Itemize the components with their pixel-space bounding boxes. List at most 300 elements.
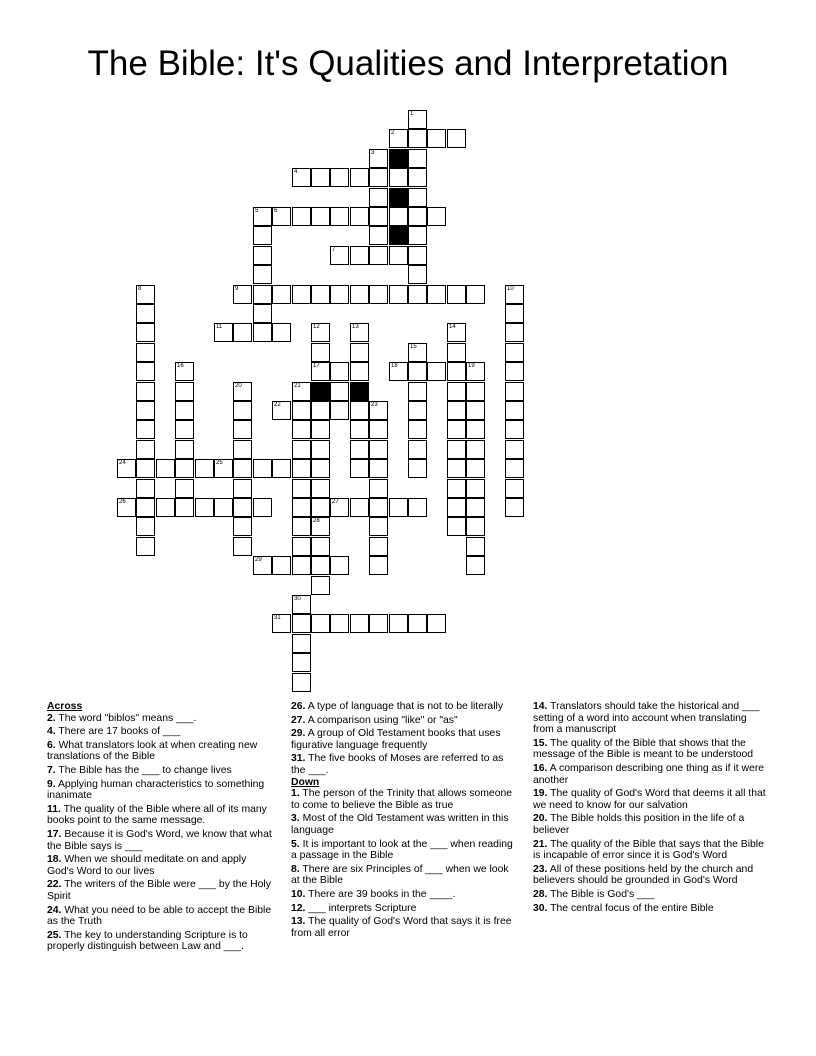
- crossword-cell[interactable]: [330, 168, 349, 187]
- clue: [533, 864, 768, 887]
- crossword-cell[interactable]: [330, 614, 349, 633]
- clue-number: 30.: [533, 902, 548, 914]
- crossword-cell[interactable]: [408, 110, 427, 129]
- crossword-cell[interactable]: [330, 362, 349, 381]
- clue-text: What translators look at when creating new translations of the Bible: [47, 739, 258, 763]
- crossword-cell[interactable]: [311, 207, 330, 226]
- crossword-cell[interactable]: [292, 653, 311, 672]
- crossword-cell[interactable]: [427, 129, 446, 148]
- crossword-cell[interactable]: [253, 556, 272, 575]
- clue: [291, 903, 515, 915]
- crossword-cell[interactable]: [136, 343, 155, 362]
- crossword-cell[interactable]: [292, 498, 311, 517]
- clue-number: 25.: [47, 929, 62, 941]
- clue-number: 11.: [47, 803, 61, 815]
- crossword-cell[interactable]: [292, 440, 311, 459]
- crossword-cell[interactable]: [408, 149, 427, 168]
- clue-number: 28.: [533, 888, 548, 900]
- crossword-cell[interactable]: [292, 382, 311, 401]
- crossword-cell[interactable]: [253, 285, 272, 304]
- crossword-cell[interactable]: [156, 498, 175, 517]
- clue: [47, 804, 272, 827]
- crossword-cell[interactable]: [272, 285, 291, 304]
- clue-number: 10: [507, 286, 514, 292]
- crossword-cell[interactable]: [292, 420, 311, 439]
- clue: [291, 701, 515, 713]
- crossword-cell[interactable]: [330, 401, 349, 420]
- crossword-cell[interactable]: [408, 498, 427, 517]
- crossword-cell[interactable]: [447, 401, 466, 420]
- clue-number: 3: [371, 150, 375, 156]
- crossword-cell[interactable]: [466, 517, 485, 536]
- clue-number: 9: [235, 286, 239, 292]
- clue: [47, 765, 272, 777]
- clue-number: 7.: [47, 764, 56, 776]
- clue-number: 18.: [47, 854, 62, 866]
- clue-text: The five books of Moses are referred to as the ___.: [291, 753, 504, 776]
- crossword-cell[interactable]: [369, 226, 388, 245]
- crossword-cell[interactable]: [311, 285, 330, 304]
- crossword-cell[interactable]: [311, 323, 330, 342]
- crossword-cell[interactable]: [253, 265, 272, 284]
- crossword-cell[interactable]: [311, 576, 330, 595]
- crossword-cell[interactable]: [292, 537, 311, 556]
- crossword-cell[interactable]: [350, 459, 369, 478]
- crossword-cell[interactable]: [505, 304, 524, 323]
- crossword-cell[interactable]: [369, 420, 388, 439]
- crossword-cell[interactable]: [117, 459, 136, 478]
- clue-text: The central focus of the entire Bible: [550, 902, 714, 914]
- clue-text: The Bible holds this position in the life of a believer: [533, 813, 745, 836]
- crossword-cell[interactable]: [369, 149, 388, 168]
- crossword-cell[interactable]: [466, 285, 485, 304]
- crossword-cell[interactable]: [350, 323, 369, 342]
- clue: [533, 788, 768, 811]
- crossword-cell[interactable]: [136, 304, 155, 323]
- clue-number: 10.: [291, 888, 306, 900]
- clue-number: 27.: [291, 714, 306, 726]
- clue-number: 20.: [533, 813, 548, 825]
- crossword-cell[interactable]: [369, 285, 388, 304]
- crossword-cell[interactable]: [350, 614, 369, 633]
- clue-number: 23: [371, 402, 378, 408]
- crossword-cell[interactable]: [311, 440, 330, 459]
- crossword-cell[interactable]: [136, 479, 155, 498]
- crossword-cell[interactable]: [369, 401, 388, 420]
- clue-number: 14: [449, 324, 456, 330]
- crossword-cell[interactable]: [408, 382, 427, 401]
- black-square: [389, 149, 408, 168]
- crossword-cell[interactable]: [389, 168, 408, 187]
- crossword-cell[interactable]: [253, 304, 272, 323]
- crossword-cell[interactable]: [292, 634, 311, 653]
- crossword-cell[interactable]: [369, 188, 388, 207]
- crossword-cell[interactable]: [505, 382, 524, 401]
- crossword-cell[interactable]: [427, 362, 446, 381]
- crossword-cell[interactable]: [292, 673, 311, 692]
- crossword-cell[interactable]: [175, 459, 194, 478]
- crossword-cell[interactable]: [233, 498, 252, 517]
- crossword-cell[interactable]: [175, 440, 194, 459]
- clue-number: 2: [391, 130, 395, 136]
- crossword-cell[interactable]: [350, 168, 369, 187]
- clue: [47, 905, 272, 928]
- crossword-cell[interactable]: [175, 479, 194, 498]
- crossword-cell[interactable]: [447, 129, 466, 148]
- crossword-cell[interactable]: [369, 207, 388, 226]
- clue: [533, 763, 768, 786]
- clue-number: 31.: [291, 753, 306, 765]
- crossword-cell[interactable]: [350, 401, 369, 420]
- crossword-cell[interactable]: [369, 498, 388, 517]
- crossword-cell[interactable]: [505, 285, 524, 304]
- crossword-cell[interactable]: [311, 168, 330, 187]
- crossword-cell[interactable]: [253, 498, 272, 517]
- crossword-cell[interactable]: [233, 382, 252, 401]
- crossword-cell[interactable]: [175, 498, 194, 517]
- clue-number: 31: [274, 615, 281, 621]
- crossword-cell[interactable]: [408, 362, 427, 381]
- clue: [533, 903, 768, 915]
- crossword-cell[interactable]: [447, 498, 466, 517]
- crossword-cell[interactable]: [136, 285, 155, 304]
- crossword-cell[interactable]: [136, 401, 155, 420]
- clue-number: 18: [391, 363, 398, 369]
- crossword-cell[interactable]: [292, 459, 311, 478]
- crossword-cell[interactable]: [408, 168, 427, 187]
- crossword-cell[interactable]: [311, 517, 330, 536]
- black-square: [389, 188, 408, 207]
- clue-text: ___ interprets Scripture: [308, 902, 417, 914]
- crossword-cell[interactable]: [292, 401, 311, 420]
- crossword-cell[interactable]: [272, 323, 291, 342]
- clue-text: Applying human characteristics to something inanimate: [47, 778, 265, 802]
- crossword-cell[interactable]: [330, 556, 349, 575]
- crossword-cell[interactable]: [311, 537, 330, 556]
- clue-text: A comparison describing one thing as if it were another: [533, 762, 765, 786]
- crossword-cell[interactable]: [272, 401, 291, 420]
- crossword-cell[interactable]: [214, 498, 233, 517]
- crossword-cell[interactable]: [292, 595, 311, 614]
- clue: [47, 740, 272, 763]
- crossword-cell[interactable]: [233, 285, 252, 304]
- crossword-cell[interactable]: [233, 420, 252, 439]
- clue-text: It is important to look at the ___ when reading a passage in the Bible: [291, 838, 513, 862]
- crossword-cell[interactable]: [233, 323, 252, 342]
- crossword-cell[interactable]: [175, 362, 194, 381]
- crossword-cell[interactable]: [447, 517, 466, 536]
- crossword-cell[interactable]: [330, 207, 349, 226]
- clue-text: Translators should take the historical and ___ setting of a word into account when translating from a manuscript: [533, 701, 760, 736]
- crossword-cell[interactable]: [408, 440, 427, 459]
- clue-text: The writers of the Bible were ___ by the Holy Spirit: [47, 879, 271, 902]
- crossword-cell[interactable]: [253, 459, 272, 478]
- crossword-cell[interactable]: [175, 401, 194, 420]
- clue-number: 4: [294, 169, 298, 175]
- crossword-cell[interactable]: [350, 440, 369, 459]
- crossword-cell[interactable]: [505, 420, 524, 439]
- crossword-cell[interactable]: [330, 382, 349, 401]
- clue: [533, 701, 768, 736]
- crossword-cell[interactable]: [350, 246, 369, 265]
- crossword-cell[interactable]: [408, 401, 427, 420]
- crossword-cell[interactable]: [408, 226, 427, 245]
- crossword-cell[interactable]: [311, 401, 330, 420]
- crossword-cell[interactable]: [195, 459, 214, 478]
- crossword-cell[interactable]: [136, 517, 155, 536]
- clue-text: A group of Old Testament books that uses figurative language frequently: [291, 728, 501, 751]
- crossword-cell[interactable]: [447, 285, 466, 304]
- crossword-cell[interactable]: [466, 401, 485, 420]
- clue-number: 28: [313, 518, 320, 524]
- crossword-cell[interactable]: [350, 420, 369, 439]
- clue: [291, 916, 515, 939]
- crossword-cell[interactable]: [466, 382, 485, 401]
- crossword-cell[interactable]: [311, 479, 330, 498]
- crossword-cell[interactable]: [466, 420, 485, 439]
- crossword-cell[interactable]: [311, 614, 330, 633]
- clue: [533, 889, 768, 901]
- crossword-cell[interactable]: [233, 459, 252, 478]
- crossword-cell[interactable]: [233, 517, 252, 536]
- crossword-cell[interactable]: [233, 401, 252, 420]
- clue: [47, 930, 272, 953]
- crossword-cell[interactable]: [408, 207, 427, 226]
- clue-text: Because it is God's Word, we know that what the Bible says is ___: [47, 828, 272, 852]
- crossword-cell[interactable]: [311, 459, 330, 478]
- crossword-cell[interactable]: [292, 207, 311, 226]
- crossword-cell[interactable]: [408, 343, 427, 362]
- crossword-cell[interactable]: [311, 498, 330, 517]
- crossword-cell[interactable]: [389, 129, 408, 148]
- crossword-cell[interactable]: [253, 207, 272, 226]
- clue-number: 12: [313, 324, 320, 330]
- crossword-cell[interactable]: [214, 323, 233, 342]
- crossword-cell[interactable]: [408, 129, 427, 148]
- black-square: [311, 382, 330, 401]
- crossword-cell[interactable]: [292, 517, 311, 536]
- crossword-cell[interactable]: [369, 440, 388, 459]
- crossword-cell[interactable]: [292, 285, 311, 304]
- clue-number: 25: [216, 460, 223, 466]
- crossword-cell[interactable]: [136, 362, 155, 381]
- crossword-cell[interactable]: [408, 265, 427, 284]
- clue-text: The quality of God's Word that deems it all that we need to know for our salvation: [533, 788, 766, 811]
- crossword-cell[interactable]: [311, 362, 330, 381]
- crossword-cell[interactable]: [389, 362, 408, 381]
- crossword-cell[interactable]: [311, 556, 330, 575]
- crossword-cell[interactable]: [136, 382, 155, 401]
- crossword-cell[interactable]: [466, 556, 485, 575]
- clue-number: 16: [177, 363, 184, 369]
- crossword-cell[interactable]: [136, 537, 155, 556]
- clue: [47, 854, 272, 877]
- clue-number: 27: [332, 499, 339, 505]
- crossword-cell[interactable]: [369, 614, 388, 633]
- clue-number: 7: [332, 247, 336, 253]
- clue-number: 24.: [47, 904, 62, 916]
- crossword-cell[interactable]: [136, 498, 155, 517]
- crossword-cell[interactable]: [447, 343, 466, 362]
- crossword-cell[interactable]: [447, 323, 466, 342]
- crossword-cell[interactable]: [408, 246, 427, 265]
- crossword-cell[interactable]: [466, 498, 485, 517]
- crossword-cell[interactable]: [292, 479, 311, 498]
- crossword-cell[interactable]: [408, 420, 427, 439]
- clues-column-2: [291, 701, 515, 939]
- crossword-cell[interactable]: [505, 498, 524, 517]
- clue-number: 5: [255, 208, 259, 214]
- crossword-cell[interactable]: [195, 498, 214, 517]
- crossword-cell[interactable]: [350, 207, 369, 226]
- crossword-cell[interactable]: [369, 479, 388, 498]
- crossword-cell[interactable]: [389, 207, 408, 226]
- crossword-cell[interactable]: [447, 440, 466, 459]
- crossword-cell[interactable]: [175, 382, 194, 401]
- crossword-cell[interactable]: [369, 459, 388, 478]
- crossword-cell[interactable]: [136, 440, 155, 459]
- crossword-cell[interactable]: [389, 498, 408, 517]
- crossword-cell[interactable]: [253, 226, 272, 245]
- crossword-cell[interactable]: [292, 556, 311, 575]
- clue-number: 15: [410, 344, 417, 350]
- crossword-cell[interactable]: [136, 420, 155, 439]
- crossword-cell[interactable]: [136, 459, 155, 478]
- crossword-cell[interactable]: [175, 420, 194, 439]
- clue-number: 29: [255, 557, 262, 563]
- clue-number: 24: [119, 460, 126, 466]
- crossword-cell[interactable]: [427, 614, 446, 633]
- crossword-cell[interactable]: [447, 479, 466, 498]
- crossword-cell[interactable]: [272, 207, 291, 226]
- crossword-cell[interactable]: [253, 246, 272, 265]
- crossword-cell[interactable]: [253, 323, 272, 342]
- crossword-cell[interactable]: [156, 459, 175, 478]
- crossword-cell[interactable]: [505, 440, 524, 459]
- crossword-cell[interactable]: [233, 440, 252, 459]
- crossword-cell[interactable]: [505, 459, 524, 478]
- clues-column-3: [533, 701, 768, 914]
- crossword-cell[interactable]: [447, 459, 466, 478]
- crossword-cell[interactable]: [117, 498, 136, 517]
- crossword-cell[interactable]: [350, 362, 369, 381]
- clue-number: 29.: [291, 728, 306, 740]
- clue-number: 17.: [47, 828, 62, 840]
- crossword-cell[interactable]: [369, 517, 388, 536]
- clue-number: 26: [119, 499, 126, 505]
- crossword-cell[interactable]: [408, 459, 427, 478]
- clue-number: 15.: [533, 737, 548, 749]
- clue-text: The person of the Trinity that allows someone to come to believe the Bible as true: [291, 788, 513, 811]
- clue-text: The quality of the Bible where all of its many books point to the same message.: [47, 803, 267, 827]
- crossword-cell[interactable]: [350, 498, 369, 517]
- crossword-cell[interactable]: [233, 537, 252, 556]
- clue-number: 22: [274, 402, 281, 408]
- clues-column-1: [47, 701, 272, 953]
- crossword-cell[interactable]: [389, 614, 408, 633]
- crossword-cell[interactable]: [311, 420, 330, 439]
- crossword-cell[interactable]: [330, 285, 349, 304]
- crossword-cell[interactable]: [292, 168, 311, 187]
- crossword-cell[interactable]: [505, 323, 524, 342]
- crossword-cell[interactable]: [447, 382, 466, 401]
- crossword-cell[interactable]: [427, 207, 446, 226]
- crossword-cell[interactable]: [466, 459, 485, 478]
- crossword-cell[interactable]: [350, 285, 369, 304]
- clue: [291, 813, 515, 836]
- crossword-cell[interactable]: [214, 459, 233, 478]
- clue-text: The quality of God's Word that says it is free from all error: [291, 916, 512, 939]
- crossword-cell[interactable]: [389, 246, 408, 265]
- crossword-cell[interactable]: [350, 343, 369, 362]
- clue: [47, 779, 272, 802]
- crossword-cell[interactable]: [505, 343, 524, 362]
- clue-number: 12.: [291, 902, 306, 914]
- clue-text: When we should meditate on and apply God's Word to our lives: [47, 854, 247, 877]
- crossword-cell[interactable]: [272, 459, 291, 478]
- crossword-cell[interactable]: [447, 362, 466, 381]
- clue-number: 20: [235, 383, 242, 389]
- crossword-cell[interactable]: [311, 343, 330, 362]
- crossword-cell[interactable]: [408, 285, 427, 304]
- crossword-cell[interactable]: [330, 498, 349, 517]
- crossword-cell[interactable]: [369, 537, 388, 556]
- clue-text: The Bible is God's ___: [550, 888, 655, 900]
- clue: [533, 839, 768, 862]
- clue: [291, 889, 515, 901]
- crossword-cell[interactable]: [466, 479, 485, 498]
- crossword-cell[interactable]: [389, 285, 408, 304]
- clue-text: The word "biblos" means ___.: [58, 712, 197, 724]
- clue: [47, 713, 272, 725]
- crossword-cell[interactable]: [505, 362, 524, 381]
- clue-number: 14.: [533, 701, 548, 712]
- clue-number: 4.: [47, 726, 56, 738]
- clue-text: The quality of the Bible that says that the Bible is incapable of error since it is God's Word: [533, 838, 764, 862]
- clue-number: 19: [468, 363, 475, 369]
- crossword-cell[interactable]: [427, 285, 446, 304]
- clue-number: 26.: [291, 701, 306, 712]
- crossword-cell[interactable]: [505, 479, 524, 498]
- clue-number: 8: [138, 286, 142, 292]
- clue-text: A type of language that is not to be literally: [307, 701, 504, 712]
- clue-text: There are 39 books in the ____.: [308, 888, 456, 900]
- clue-number: 21.: [533, 838, 548, 850]
- crossword-cell[interactable]: [272, 556, 291, 575]
- clue-number: 9.: [47, 778, 56, 790]
- crossword-cell[interactable]: [447, 420, 466, 439]
- black-square: [389, 226, 408, 245]
- crossword-cell[interactable]: [272, 614, 291, 633]
- crossword-cell[interactable]: [408, 188, 427, 207]
- crossword-cell[interactable]: [408, 614, 427, 633]
- clue-number: 22.: [47, 879, 62, 891]
- crossword-cell[interactable]: [466, 537, 485, 556]
- clue-number: 13: [352, 324, 359, 330]
- clue: [291, 728, 515, 751]
- crossword-cell[interactable]: [369, 168, 388, 187]
- crossword-cell[interactable]: [233, 479, 252, 498]
- clue: [291, 864, 515, 887]
- crossword-cell[interactable]: [292, 614, 311, 633]
- crossword-cell[interactable]: [369, 556, 388, 575]
- crossword-cell[interactable]: [466, 362, 485, 381]
- crossword-cell[interactable]: [369, 246, 388, 265]
- crossword-cell[interactable]: [330, 246, 349, 265]
- crossword-cell[interactable]: [466, 440, 485, 459]
- crossword-cell[interactable]: [136, 323, 155, 342]
- crossword-cell[interactable]: [505, 401, 524, 420]
